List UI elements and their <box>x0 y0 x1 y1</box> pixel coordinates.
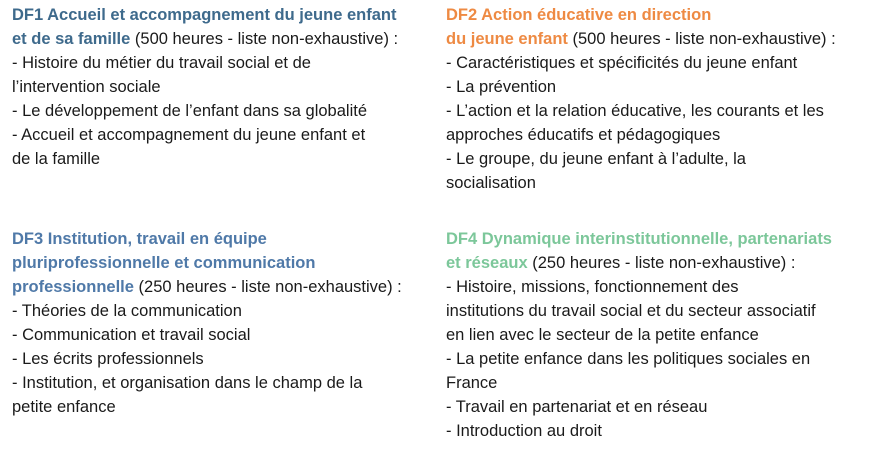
df4-title-text: DF4 Dynamique interinstitutionnelle, partenariats <box>446 230 832 248</box>
df2-item: - L’action et la relation éducative, les courants et les <box>446 102 824 120</box>
df4-item: - La petite enfance dans les politiques sociales en <box>446 350 811 368</box>
df4-hours: (250 heures - liste non-exhaustive) : <box>527 254 796 272</box>
df2-title-line1 <box>446 3 871 27</box>
df3-section <box>12 227 424 419</box>
df4-item: - Histoire, missions, fonctionnement des <box>446 278 739 296</box>
df3-title-line3 <box>12 275 424 299</box>
df2-title-text: DF2 Action éducative en direction <box>446 6 712 24</box>
df1-item: l’intervention sociale <box>12 78 161 96</box>
df3-item: - Théories de la communication <box>12 302 242 320</box>
df2-item: - Caractéristiques et spécificités du jeune enfant <box>446 54 798 72</box>
df2-title-text-2: du jeune enfant <box>446 30 568 48</box>
df4-item: en lien avec le secteur de la petite enfance <box>446 326 759 344</box>
df1-title-line1 <box>12 3 424 27</box>
df4-title-line2 <box>446 251 871 275</box>
df2-item: approches éducatifs et pédagogiques <box>446 126 721 144</box>
df1-title-text-2: et de sa famille <box>12 30 131 48</box>
df4-item: institutions du travail social et du secteur associatif <box>446 302 816 320</box>
df4-item: France <box>446 374 498 392</box>
df3-title-line1 <box>12 227 424 251</box>
df1-item: de la famille <box>12 150 101 168</box>
df3-item: - Les écrits professionnels <box>12 350 204 368</box>
df3-item: - Institution, et organisation dans le champ de la <box>12 374 363 392</box>
df1-item: - Accueil et accompagnement du jeune enfant et <box>12 126 366 144</box>
df3-hours: (250 heures - liste non-exhaustive) : <box>133 278 402 296</box>
df3-title-text: DF3 Institution, travail en équipe <box>12 230 267 248</box>
df3-title-text-2: pluriprofessionnelle et communication <box>12 254 316 272</box>
df1-hours: (500 heures - liste non-exhaustive) : <box>130 30 399 48</box>
df2-hours: (500 heures - liste non-exhaustive) : <box>567 30 836 48</box>
df2-section <box>446 3 871 195</box>
df1-title-line2 <box>12 27 424 51</box>
df4-title-text-2: et réseaux <box>446 254 528 272</box>
df2-item: socialisation <box>446 174 536 192</box>
df1-section <box>12 3 424 171</box>
df1-item: - Histoire du métier du travail social et de <box>12 54 311 72</box>
df4-item: - Introduction au droit <box>446 422 602 440</box>
df1-item: - Le développement de l’enfant dans sa globalité <box>12 102 367 120</box>
df4-item: - Travail en partenariat et en réseau <box>446 398 708 416</box>
df3-item: petite enfance <box>12 398 116 416</box>
df2-item: - La prévention <box>446 78 557 96</box>
df4-section <box>446 227 871 443</box>
df2-item: - Le groupe, du jeune enfant à l’adulte, la <box>446 150 746 168</box>
df2-title-line2 <box>446 27 871 51</box>
df1-title-text: DF1 Accueil et accompagnement du jeune enfant <box>12 6 397 24</box>
df4-title-line1 <box>446 227 871 251</box>
df3-title-text-3: professionnelle <box>12 278 134 296</box>
df3-title-line2 <box>12 251 424 275</box>
df3-item: - Communication et travail social <box>12 326 251 344</box>
